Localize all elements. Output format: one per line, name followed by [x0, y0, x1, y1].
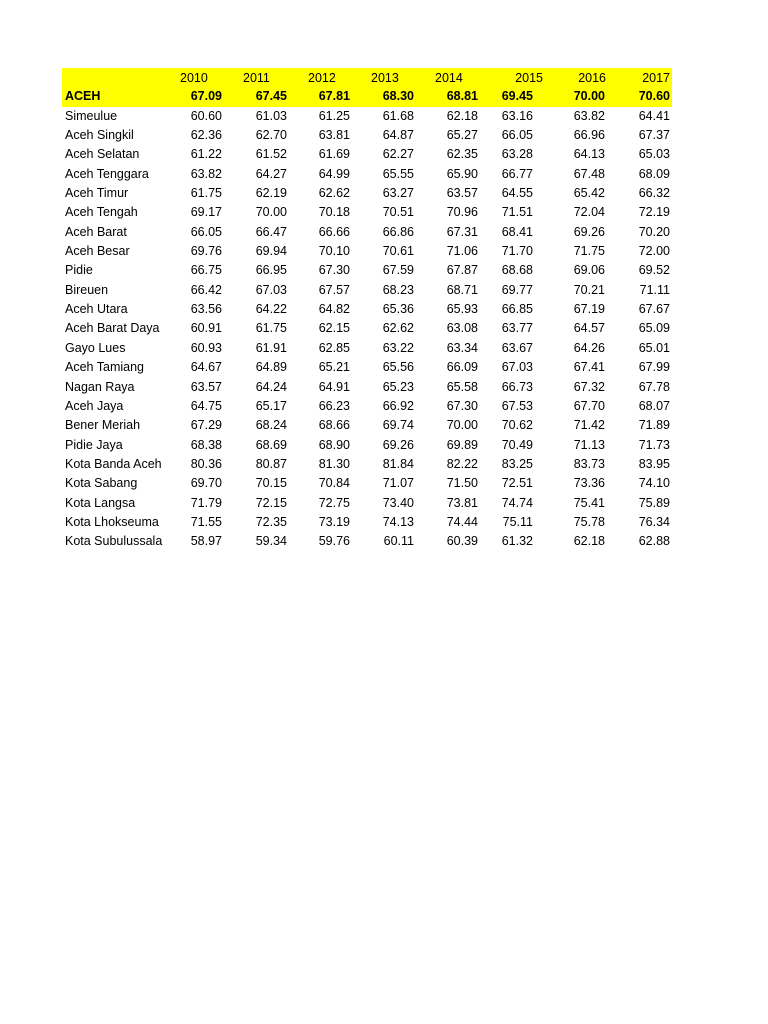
value-cell: 64.22 [255, 302, 287, 317]
value-cell: 67.57 [318, 282, 350, 297]
region-name: Aceh Timur [65, 186, 129, 201]
year-header: 2012 [308, 71, 336, 85]
table-row [62, 281, 672, 300]
value-cell: 71.11 [639, 282, 670, 297]
value-cell: 67.41 [573, 360, 605, 375]
table-row [62, 223, 672, 242]
value-cell: 64.91 [318, 379, 350, 394]
region-name: Kota Sabang [65, 476, 138, 491]
table-row [62, 474, 672, 493]
value-cell: 63.08 [446, 321, 478, 336]
value-cell: 69.74 [382, 418, 414, 433]
table-row [62, 319, 672, 338]
table-row [62, 358, 672, 377]
value-cell: 70.00 [446, 418, 478, 433]
value-cell: 65.21 [318, 360, 350, 375]
value-cell: 66.75 [190, 263, 222, 278]
value-cell: 75.78 [573, 514, 605, 529]
value-cell: 71.51 [501, 205, 533, 220]
value-cell: 73.36 [573, 476, 605, 491]
value-cell: 71.07 [382, 476, 414, 491]
value-cell: 71.55 [190, 514, 222, 529]
year-header: 2015 [515, 71, 543, 85]
value-cell: 65.90 [446, 166, 478, 181]
value-cell: 68.09 [638, 166, 670, 181]
value-cell: 66.32 [638, 186, 670, 201]
table-row [62, 397, 672, 416]
value-cell: 72.51 [501, 476, 533, 491]
value-cell: 65.27 [446, 128, 478, 143]
value-cell: 62.70 [255, 128, 287, 143]
value-cell: 65.58 [446, 379, 478, 394]
value-cell: 64.87 [382, 128, 414, 143]
value-cell: 69.17 [190, 205, 222, 220]
value-cell: 81.84 [382, 456, 414, 471]
value-cell: 71.50 [446, 476, 478, 491]
value-cell: 62.36 [190, 128, 222, 143]
value-cell: 65.09 [638, 321, 670, 336]
value-cell: 66.92 [382, 398, 414, 413]
value-cell: 61.75 [255, 321, 287, 336]
table-row [62, 436, 672, 455]
value-cell: 72.15 [255, 495, 287, 510]
value-cell: 61.22 [190, 147, 222, 162]
value-cell: 72.19 [638, 205, 670, 220]
table-row [62, 107, 672, 126]
region-name: Aceh Singkil [65, 128, 134, 143]
value-cell: 65.42 [573, 186, 605, 201]
region-name: Kota Banda Aceh [65, 456, 162, 471]
value-cell: 70.84 [318, 476, 350, 491]
value-cell: 75.89 [638, 495, 670, 510]
value-cell: 62.88 [638, 534, 670, 549]
value-cell: 68.23 [382, 282, 414, 297]
region-name: Pidie Jaya [65, 437, 123, 452]
value-cell: 66.05 [190, 224, 222, 239]
region-name: Aceh Jaya [65, 398, 124, 413]
value-cell: 62.18 [446, 108, 478, 123]
value-cell: 76.34 [638, 514, 670, 529]
value-cell: 69.70 [190, 476, 222, 491]
value-cell: 73.40 [382, 495, 414, 510]
value-cell: 67.30 [318, 263, 350, 278]
year-header: 2016 [578, 71, 606, 85]
value-cell: 61.32 [501, 534, 533, 549]
region-name: Aceh Utara [65, 302, 128, 317]
table-row [62, 378, 672, 397]
region-name: Aceh Tenggara [65, 166, 149, 181]
value-cell: 59.34 [255, 534, 287, 549]
value-cell: 68.07 [638, 398, 670, 413]
value-cell: 70.96 [446, 205, 478, 220]
value-cell: 64.89 [255, 360, 287, 375]
value-cell: 62.18 [573, 534, 605, 549]
value-cell: 64.27 [255, 166, 287, 181]
value-cell: 81.30 [318, 456, 350, 471]
value-cell: 68.24 [255, 418, 287, 433]
value-cell: 62.27 [382, 147, 414, 162]
value-cell: 67.67 [638, 302, 670, 317]
value-cell: 70.21 [573, 282, 605, 297]
value-cell: 63.82 [190, 166, 222, 181]
value-cell: 68.69 [255, 437, 287, 452]
value-cell: 75.41 [573, 495, 605, 510]
value-cell: 71.70 [501, 244, 533, 259]
value-cell: 63.77 [501, 321, 533, 336]
value-cell: 72.75 [318, 495, 350, 510]
data-table [62, 68, 672, 552]
value-cell: 80.87 [255, 456, 287, 471]
table-row [62, 416, 672, 435]
value-cell: 68.81 [446, 89, 478, 104]
value-cell: 74.10 [638, 476, 670, 491]
value-cell: 83.95 [638, 456, 670, 471]
table-body [62, 107, 672, 552]
value-cell: 66.73 [501, 379, 533, 394]
value-cell: 80.36 [190, 456, 222, 471]
value-cell: 70.00 [255, 205, 287, 220]
region-name: Aceh Barat Daya [65, 321, 160, 336]
value-cell: 72.35 [255, 514, 287, 529]
value-cell: 61.03 [255, 108, 287, 123]
table-row [62, 339, 672, 358]
region-name: Kota Lhokseuma [65, 514, 159, 529]
value-cell: 67.29 [190, 418, 222, 433]
value-cell: 70.51 [382, 205, 414, 220]
year-header: 2011 [243, 71, 270, 85]
value-cell: 66.86 [382, 224, 414, 239]
value-cell: 69.94 [255, 244, 287, 259]
value-cell: 67.31 [446, 224, 478, 239]
value-cell: 65.36 [382, 302, 414, 317]
value-cell: 83.25 [501, 456, 533, 471]
value-cell: 70.00 [573, 89, 605, 104]
value-cell: 68.68 [501, 263, 533, 278]
value-cell: 61.52 [255, 147, 287, 162]
value-cell: 70.15 [255, 476, 287, 491]
value-cell: 61.69 [318, 147, 350, 162]
table-row [62, 532, 672, 551]
value-cell: 71.79 [190, 495, 222, 510]
table-row [62, 261, 672, 280]
value-cell: 74.13 [382, 514, 414, 529]
value-cell: 66.85 [501, 302, 533, 317]
value-cell: 65.93 [446, 302, 478, 317]
value-cell: 69.26 [382, 437, 414, 452]
value-cell: 63.67 [501, 340, 533, 355]
value-cell: 82.22 [446, 456, 478, 471]
value-cell: 64.57 [573, 321, 605, 336]
value-cell: 62.35 [446, 147, 478, 162]
value-cell: 61.91 [255, 340, 287, 355]
value-cell: 63.56 [190, 302, 222, 317]
value-cell: 72.00 [638, 244, 670, 259]
region-name: Simeulue [65, 108, 118, 123]
value-cell: 64.82 [318, 302, 350, 317]
value-cell: 63.81 [318, 128, 350, 143]
region-name: Aceh Tengah [65, 205, 138, 220]
value-cell: 61.25 [318, 108, 350, 123]
value-cell: 69.76 [190, 244, 222, 259]
region-name: Bireuen [65, 282, 109, 297]
value-cell: 67.53 [501, 398, 533, 413]
value-cell: 64.99 [318, 166, 350, 181]
region-name: Aceh Selatan [65, 147, 140, 162]
region-name: Aceh Besar [65, 244, 130, 259]
value-cell: 63.27 [382, 186, 414, 201]
value-cell: 66.09 [446, 360, 478, 375]
value-cell: 60.91 [190, 321, 222, 336]
value-cell: 70.20 [638, 224, 670, 239]
value-cell: 74.74 [501, 495, 533, 510]
value-cell: 60.39 [446, 534, 478, 549]
value-cell: 75.11 [502, 514, 533, 529]
value-cell: 71.13 [573, 437, 605, 452]
value-cell: 71.73 [638, 437, 670, 452]
value-cell: 67.37 [638, 128, 670, 143]
value-cell: 64.55 [501, 186, 533, 201]
value-cell: 63.28 [501, 147, 533, 162]
value-cell: 70.62 [501, 418, 533, 433]
value-cell: 67.32 [573, 379, 605, 394]
value-cell: 63.16 [501, 108, 533, 123]
province-row [62, 87, 672, 106]
value-cell: 67.70 [573, 398, 605, 413]
region-name: Nagan Raya [65, 379, 135, 394]
value-cell: 60.93 [190, 340, 222, 355]
value-cell: 65.17 [255, 398, 287, 413]
value-cell: 61.75 [190, 186, 222, 201]
value-cell: 67.59 [382, 263, 414, 278]
table-row [62, 242, 672, 261]
value-cell: 74.44 [446, 514, 478, 529]
value-cell: 63.57 [190, 379, 222, 394]
year-header: 2010 [180, 71, 208, 85]
value-cell: 64.41 [638, 108, 670, 123]
value-cell: 60.11 [383, 534, 414, 549]
value-cell: 70.18 [318, 205, 350, 220]
value-cell: 67.87 [446, 263, 478, 278]
value-cell: 66.77 [501, 166, 533, 181]
value-cell: 66.47 [255, 224, 287, 239]
table-row [62, 455, 672, 474]
value-cell: 67.45 [255, 89, 287, 104]
table-row [62, 203, 672, 222]
value-cell: 63.57 [446, 186, 478, 201]
value-cell: 64.75 [190, 398, 222, 413]
table-row [62, 145, 672, 164]
region-name: Kota Subulussala [65, 534, 163, 549]
value-cell: 69.52 [638, 263, 670, 278]
value-cell: 66.05 [501, 128, 533, 143]
value-cell: 67.03 [501, 360, 533, 375]
value-cell: 72.04 [573, 205, 605, 220]
value-cell: 71.89 [638, 418, 670, 433]
region-name: ACEH [65, 89, 101, 104]
value-cell: 67.30 [446, 398, 478, 413]
value-cell: 68.41 [501, 224, 533, 239]
value-cell: 69.89 [446, 437, 478, 452]
value-cell: 62.85 [318, 340, 350, 355]
value-cell: 68.90 [318, 437, 350, 452]
value-cell: 67.03 [255, 282, 287, 297]
region-name: Pidie [65, 263, 93, 278]
value-cell: 63.34 [446, 340, 478, 355]
value-cell: 66.96 [573, 128, 605, 143]
value-cell: 65.03 [638, 147, 670, 162]
year-header: 2013 [371, 71, 399, 85]
year-header: 2014 [435, 71, 463, 85]
value-cell: 70.61 [382, 244, 414, 259]
region-name: Bener Meriah [65, 418, 141, 433]
value-cell: 66.95 [255, 263, 287, 278]
value-cell: 68.30 [382, 89, 414, 104]
value-cell: 62.62 [382, 321, 414, 336]
value-cell: 68.38 [190, 437, 222, 452]
value-cell: 67.78 [638, 379, 670, 394]
value-cell: 59.76 [318, 534, 350, 549]
value-cell: 64.26 [573, 340, 605, 355]
year-header: 2017 [642, 71, 670, 85]
value-cell: 67.09 [190, 89, 222, 104]
value-cell: 64.67 [190, 360, 222, 375]
value-cell: 66.23 [318, 398, 350, 413]
value-cell: 62.62 [318, 186, 350, 201]
value-cell: 71.42 [573, 418, 605, 433]
table-row [62, 126, 672, 145]
region-name: Kota Langsa [65, 495, 136, 510]
region-name: Aceh Barat [65, 224, 127, 239]
table-row [62, 300, 672, 319]
value-cell: 68.71 [446, 282, 478, 297]
value-cell: 71.75 [573, 244, 605, 259]
value-cell: 69.77 [501, 282, 533, 297]
table-row [62, 184, 672, 203]
value-cell: 66.42 [190, 282, 222, 297]
value-cell: 70.49 [501, 437, 533, 452]
value-cell: 62.19 [255, 186, 287, 201]
value-cell: 83.73 [573, 456, 605, 471]
value-cell: 68.66 [318, 418, 350, 433]
value-cell: 73.19 [318, 514, 350, 529]
value-cell: 67.99 [638, 360, 670, 375]
value-cell: 64.13 [573, 147, 605, 162]
header-row [62, 68, 672, 87]
value-cell: 60.60 [190, 108, 222, 123]
value-cell: 65.23 [382, 379, 414, 394]
value-cell: 66.66 [318, 224, 350, 239]
value-cell: 69.26 [573, 224, 605, 239]
value-cell: 63.22 [382, 340, 414, 355]
value-cell: 64.24 [255, 379, 287, 394]
table-row [62, 513, 672, 532]
value-cell: 73.81 [446, 495, 478, 510]
value-cell: 62.15 [318, 321, 350, 336]
value-cell: 65.56 [382, 360, 414, 375]
region-name: Aceh Tamiang [65, 360, 144, 375]
value-cell: 67.48 [573, 166, 605, 181]
value-cell: 70.60 [638, 89, 670, 104]
value-cell: 65.01 [638, 340, 670, 355]
table-row [62, 165, 672, 184]
value-cell: 69.45 [501, 89, 533, 104]
value-cell: 70.10 [318, 244, 350, 259]
value-cell: 67.81 [318, 89, 350, 104]
value-cell: 69.06 [573, 263, 605, 278]
value-cell: 67.19 [573, 302, 605, 317]
value-cell: 58.97 [190, 534, 222, 549]
value-cell: 61.68 [382, 108, 414, 123]
value-cell: 65.55 [382, 166, 414, 181]
table-row [62, 494, 672, 513]
region-name: Gayo Lues [65, 340, 126, 355]
value-cell: 71.06 [446, 244, 478, 259]
value-cell: 63.82 [573, 108, 605, 123]
